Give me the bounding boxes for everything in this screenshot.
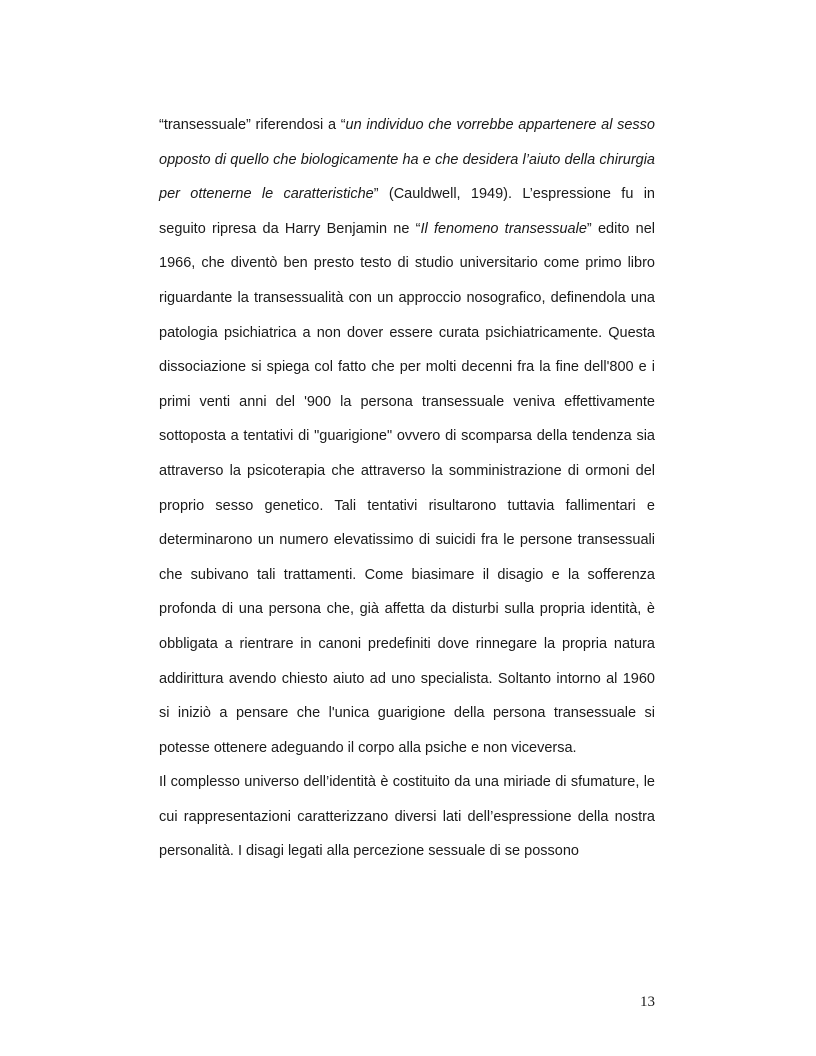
quoted-definition: un individuo che vorrebbe appartenere al sesso opposto di quello che biologicamente ha e che desidera l’aiuto della chirurgia per ottenerne le caratteristiche [159,117,655,203]
paragraph-1 [159,108,655,765]
text-run: ” (Cauldwell, 1949). L’espressione fu in seguito ripresa da Harry Benjamin ne “ [159,186,656,237]
text-run: “transessuale” riferendosi a “ [159,117,346,133]
text-run: ” edito nel 1966, che diventò ben presto testo di studio universitario come primo libro riguardante la transessualità con un approccio nosografico, definendola una patologia psichiatrica a non dover essere curata psichiatricamente. Questa dissociazione si spiega col fatto che per molti decenni fra la fine dell'800 e i primi venti anni del '900 la persona transessuale veniva effettivamente sottoposta a tentativi di "guarigione" ovvero di scomparsa della tendenza sia attraverso la psicoterapia che attraverso la somministrazione di ormoni del proprio sesso genetico. Tali tentativi risultarono tuttavia fallimentari e determinarono un numero elevatissimo di suicidi fra le persone transessuali che subivano tali trattamenti. Come biasimare il disagio e la sofferenza profonda di una persona che, già affetta da disturbi sulla propria identità, è obbligata a rientrare in canoni predefiniti dove rinnegare la propria natura addirittura avendo chiesto aiuto ad uno specialista. Soltanto intorno al 1960 si iniziò a pensare che l'unica guarigione della persona transessuale si potesse ottenere adeguando il corpo alla psiche e non viceversa. [159,220,655,756]
page-number: 13 [640,994,655,1010]
body-text [159,108,655,869]
paragraph-2: Il complesso universo dell’identità è costituito da una miriade di sfumature, le cui rappresentazioni caratterizzano diversi lati dell’espressione della nostra personalità. I disagi legati alla percezione sessuale di se possono [159,774,655,860]
book-title: Il fenomeno transessuale [420,220,587,237]
